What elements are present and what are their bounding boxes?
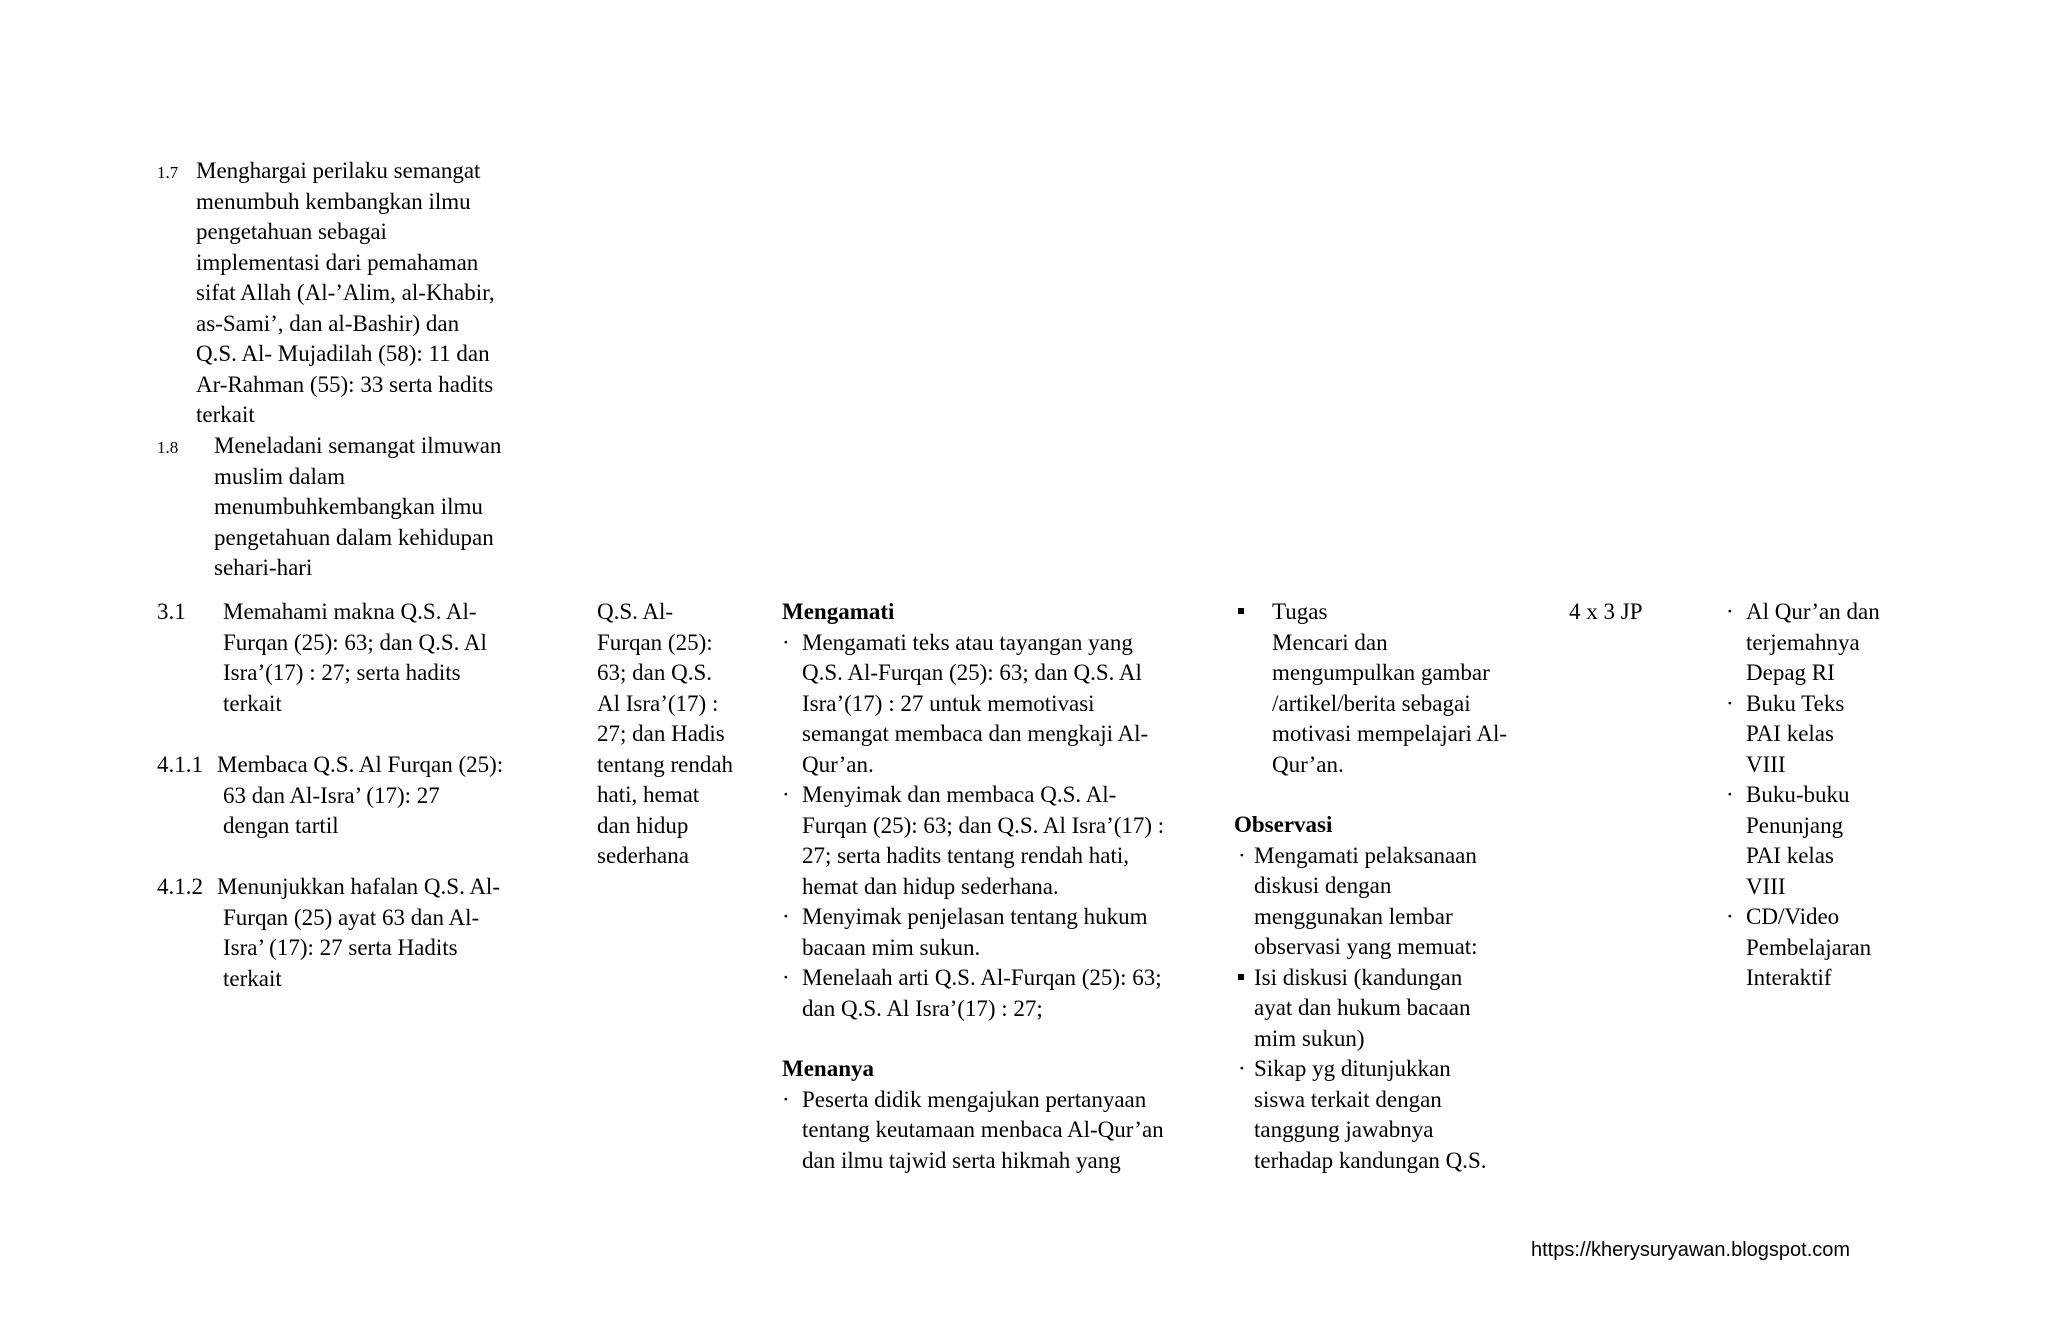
bullet-dot-icon: · (782, 782, 790, 807)
text-line: Furqan (25) ayat 63 dan Al- (223, 904, 480, 930)
text-line: Isra’(17) : 27 untuk memotivasi (802, 690, 1095, 716)
text-line: dan Q.S. Al Isra’(17) : 27; (802, 995, 1043, 1021)
bullet-dot-icon: · (1238, 1056, 1246, 1081)
square-bullet-icon (1238, 974, 1244, 980)
text-line: pengetahuan sebagai (196, 219, 387, 244)
text-line: Furqan (25): 63; dan Q.S. Al Isra’(17) : (802, 812, 1165, 838)
list-item (1238, 1054, 1507, 1176)
tugas-label: Tugas (1272, 599, 1328, 624)
square-bullet-icon (1238, 608, 1244, 614)
text-line: terkait (223, 965, 282, 991)
bullet-dot-icon: · (1238, 842, 1246, 868)
list-item (1726, 902, 1880, 994)
text-line: dengan tartil (223, 813, 339, 838)
text-line: VIII (1746, 751, 1786, 777)
text-line: tentang rendah (597, 751, 734, 777)
text-line: terjemahnya (1746, 629, 1860, 655)
text-line: Menunjukkan hafalan Q.S. Al- (217, 874, 500, 899)
text-line: Membaca Q.S. Al Furqan (25): (217, 752, 504, 777)
footer-url[interactable]: https://kherysuryawan.blogspot.com (1531, 1239, 1851, 1261)
text-line: Mengamati teks atau tayangan yang (802, 629, 1133, 655)
text-line: Isra’ (17): 27 serta Hadits (223, 935, 458, 960)
item-1-7 (157, 156, 495, 431)
text-line: Menyimak penjelasan tentang hukum (802, 904, 1148, 929)
list-item (782, 1085, 1164, 1177)
text-line: Isi diskusi (kandungan (1254, 964, 1463, 990)
list-item (782, 902, 1164, 963)
text-line: Depag RI (1746, 660, 1835, 685)
bullet-dot-icon: · (1726, 690, 1734, 716)
text-line: tentang keutamaan menbaca Al-Qur’an (802, 1117, 1164, 1142)
text-line: Menghargai perilaku semangat (196, 158, 481, 183)
section-heading-observasi: Observasi (1234, 812, 1333, 837)
text-line: hemat dan hidup sederhana. (802, 873, 1059, 899)
text-line: Q.S. Al- (597, 599, 674, 624)
text-line: PAI kelas (1746, 721, 1834, 746)
text-line: Isra’(17) : 27; serta hadits (223, 660, 461, 685)
bullet-dot-icon: · (1726, 782, 1734, 807)
list-item (782, 963, 1164, 1024)
text-line: Menyimak dan membaca Q.S. Al- (802, 782, 1117, 807)
text-line: observasi yang memuat: (1254, 934, 1478, 959)
text-line: Memahami makna Q.S. Al- (223, 599, 477, 624)
competency-4-1-1 (157, 750, 503, 842)
text-line: diskusi dengan (1254, 873, 1392, 898)
text-line: 63; dan Q.S. (597, 660, 712, 685)
text-line: Buku-buku (1746, 782, 1850, 807)
bullet-dot-icon: · (1726, 904, 1734, 929)
item-number: 1.8 (157, 438, 179, 457)
text-line: siswa terkait dengan (1254, 1086, 1442, 1112)
bullet-dot-icon: · (782, 629, 790, 655)
text-line: Qur’an. (802, 751, 874, 777)
text-line: 27; dan Hadis (597, 721, 725, 746)
alokasi-waktu: 4 x 3 JP (1569, 599, 1643, 624)
text-line: Furqan (25): (597, 629, 713, 655)
text-line: ayat dan hukum bacaan (1254, 995, 1471, 1020)
text-line: menggunakan lembar (1254, 903, 1453, 929)
text-line: VIII (1746, 873, 1786, 899)
kegiatan-pembelajaran (782, 597, 1164, 1176)
text-line: sehari-hari (214, 555, 313, 580)
text-line: sifat Allah (Al-’Alim, al-Khabir, (196, 280, 495, 305)
text-line: tanggung jawabnya (1254, 1117, 1434, 1142)
list-item (782, 780, 1164, 902)
bullet-dot-icon: · (782, 965, 790, 990)
text-line: 27; serta hadits tentang rendah hati, (802, 843, 1130, 868)
text-line: mengumpulkan gambar (1272, 660, 1490, 685)
competency-number: 4.1.2 (157, 874, 203, 899)
text-line: muslim dalam (214, 463, 345, 489)
text-line: Qur’an. (1272, 751, 1344, 777)
list-item (1726, 689, 1880, 781)
penilaian (1234, 597, 1508, 1176)
text-line: terkait (223, 690, 282, 716)
text-line: Q.S. Al- Mujadilah (58): 11 dan (196, 341, 490, 366)
item-1-8 (157, 431, 501, 584)
text-line: Pembelajaran (1746, 934, 1872, 960)
materi-pokok (597, 597, 733, 872)
text-line: Sikap yg ditunjukkan (1254, 1056, 1451, 1081)
sumber-belajar (1726, 597, 1880, 994)
text-line: dan hidup (597, 812, 689, 838)
list-item (1726, 780, 1880, 902)
text-line: hati, hemat (597, 782, 700, 807)
list-item (1238, 841, 1507, 963)
bullet-dot-icon: · (1726, 599, 1734, 624)
text-line: Meneladani semangat ilmuwan (214, 433, 502, 458)
text-line: Penunjang (1746, 812, 1844, 838)
competency-number: 4.1.1 (157, 752, 203, 777)
text-line: menumbuhkembangkan ilmu (214, 494, 483, 519)
item-number: 1.7 (157, 163, 179, 182)
text-line: Q.S. Al-Furqan (25): 63; dan Q.S. Al (802, 660, 1142, 685)
text-line: pengetahuan dalam kehidupan (214, 524, 494, 550)
text-line: Menelaah arti Q.S. Al-Furqan (25): 63; (802, 965, 1162, 990)
text-line: menumbuh kembangkan ilmu (196, 188, 471, 214)
tugas-item (1238, 597, 1507, 780)
text-line: /artikel/berita sebagai (1272, 690, 1471, 716)
text-line: bacaan mim sukun. (802, 934, 981, 960)
text-line: terhadap kandungan Q.S. (1254, 1147, 1487, 1173)
text-line: Furqan (25): 63; dan Q.S. Al (223, 629, 487, 655)
text-line: Ar-Rahman (55): 33 serta hadits (196, 371, 494, 397)
text-line: Mencari dan (1272, 629, 1388, 655)
text-line: Mengamati pelaksanaan (1254, 842, 1477, 868)
competency-number: 3.1 (157, 599, 186, 624)
text-line: Buku Teks (1746, 690, 1845, 716)
list-item (1238, 963, 1507, 1055)
text-line: CD/Video (1746, 904, 1840, 929)
text-line: dan ilmu tajwid serta hikmah yang (802, 1147, 1121, 1173)
text-line: Interaktif (1746, 965, 1832, 990)
list-item (1726, 597, 1880, 689)
section-heading-menanya: Menanya (782, 1056, 874, 1081)
text-line: implementasi dari pemahaman (196, 249, 479, 275)
text-line: motivasi mempelajari Al- (1272, 721, 1508, 746)
text-line: as-Sami’, dan al-Bashir) dan (196, 310, 460, 336)
bullet-dot-icon: · (782, 904, 790, 929)
list-item (782, 628, 1164, 781)
text-line: 63 dan Al-Isra’ (17): 27 (223, 782, 440, 808)
text-line: terkait (196, 402, 255, 427)
text-line: sederhana (597, 843, 689, 868)
text-line: Al Qur’an dan (1746, 599, 1880, 624)
text-line: Peserta didik mengajukan pertanyaan (802, 1086, 1147, 1112)
text-line: Al Isra’(17) : (597, 690, 719, 716)
text-line: PAI kelas (1746, 843, 1834, 868)
text-line: semangat membaca dan mengkaji Al- (802, 721, 1149, 746)
bullet-dot-icon: · (782, 1086, 790, 1112)
competency-3-1 (157, 597, 487, 719)
section-heading-mengamati: Mengamati (782, 599, 895, 624)
competency-4-1-2 (157, 872, 500, 994)
text-line: mim sukun) (1254, 1025, 1365, 1051)
